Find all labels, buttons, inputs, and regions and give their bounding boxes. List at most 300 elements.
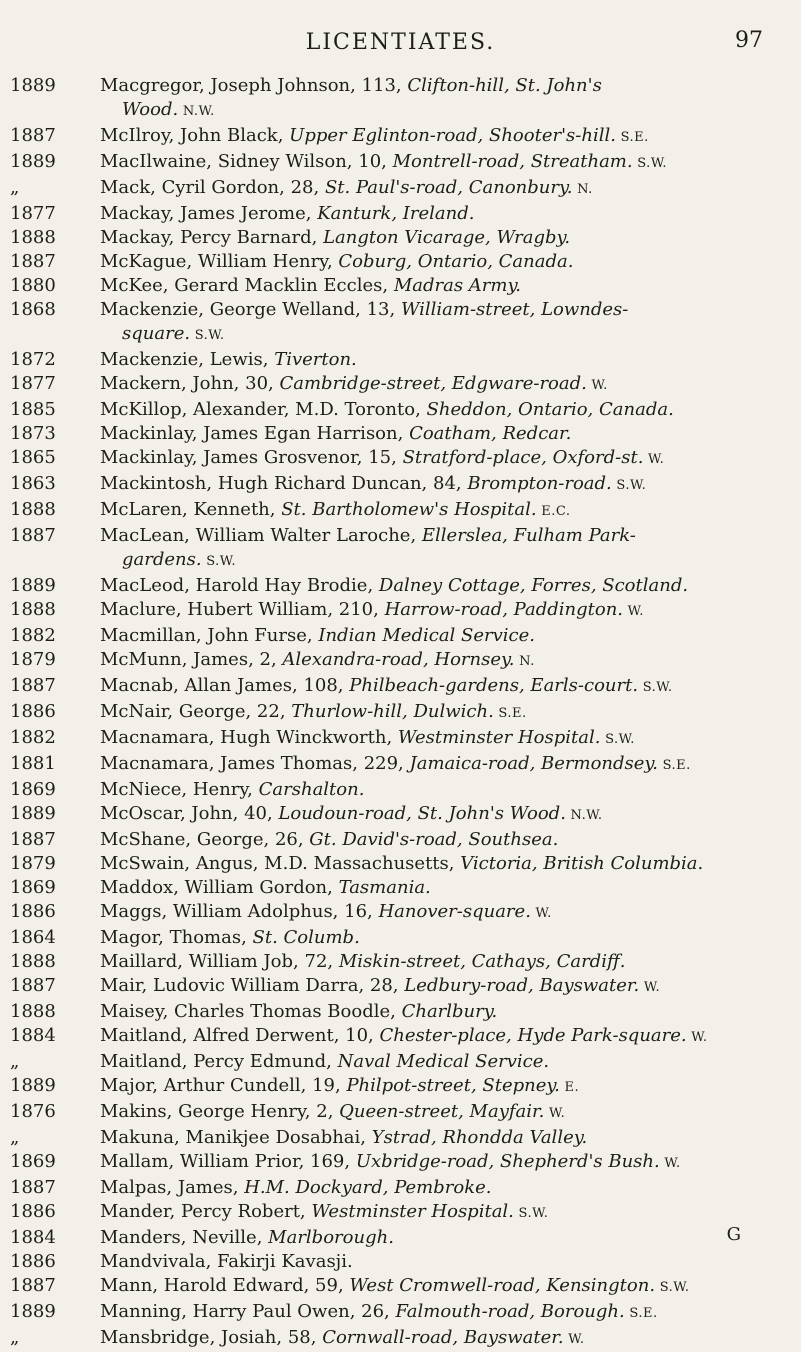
entry-address: Coatham, Redcar. (409, 423, 572, 444)
list-item (0, 852, 801, 876)
entry-district: S.W. (201, 554, 237, 569)
entry-line (100, 1176, 777, 1200)
entry-text (100, 974, 801, 1000)
entry-name: Maitland, Percy Edmund, (100, 1051, 338, 1072)
entry-line (100, 828, 777, 852)
list-item (0, 1226, 801, 1250)
list-item (0, 1000, 801, 1024)
entry-year: 1872 (10, 349, 56, 370)
entry-line (100, 524, 777, 548)
entry-text (100, 624, 801, 648)
entry-line (100, 852, 777, 876)
entry-address: St. Bartholomew's Hospital. (281, 499, 537, 520)
entry-year: 1869 (10, 1151, 56, 1172)
entry-line (100, 226, 777, 250)
entry-address: Harrow-road, Paddington. (384, 599, 624, 620)
entry-year: 1889 (10, 1301, 56, 1322)
entry-line (100, 498, 777, 524)
entry-text (100, 348, 801, 372)
entry-year: 1889 (10, 1075, 56, 1096)
entry-line (100, 950, 777, 974)
entry-name: Mackenzie, George Welland, 13, (100, 299, 401, 320)
entry-line (100, 1274, 777, 1300)
entry-line (100, 752, 777, 778)
entry-year: „ (10, 1051, 20, 1072)
entry-line (100, 372, 777, 398)
entry-year: 1887 (10, 251, 56, 272)
entry-year: „ (10, 177, 20, 198)
entry-text (100, 372, 801, 398)
entry-year: 1889 (10, 575, 56, 596)
entry-year: 1888 (10, 951, 56, 972)
entry-district: S.W. (632, 156, 668, 171)
entry-district: S.E. (615, 130, 649, 145)
entry-year: „ (10, 1127, 20, 1148)
entry-name: Mackenzie, Lewis, (100, 349, 275, 370)
entry-text (100, 674, 801, 700)
entry-name: McKillop, Alexander, M.D. Toronto, (100, 399, 427, 420)
list-item (0, 674, 801, 700)
entry-year: 1869 (10, 779, 56, 800)
entry-year: 1889 (10, 151, 56, 172)
entry-name: McOscar, John, 40, (100, 803, 279, 824)
entry-year: 1884 (10, 1025, 56, 1046)
entry-year: 1877 (10, 373, 56, 394)
entry-address: Tasmania. (338, 877, 431, 898)
entry-name: McShane, George, 26, (100, 829, 310, 850)
entry-district: N.W. (178, 104, 215, 119)
entry-text (100, 926, 801, 950)
entry-line (100, 348, 777, 372)
entry-year: 1887 (10, 1177, 56, 1198)
list-item (0, 1100, 801, 1126)
entry-district: W. (586, 378, 608, 393)
list-item (0, 876, 801, 900)
page-title: LICENTIATES. (305, 30, 496, 55)
entry-text (100, 274, 801, 298)
entry-line (100, 648, 777, 674)
entry-name: Maddox, William Gordon, (100, 877, 339, 898)
list-item (0, 226, 801, 250)
entry-text (100, 598, 801, 624)
entry-name: Macnamara, James Thomas, 229, (100, 753, 410, 774)
entry-district: W. (659, 1156, 681, 1171)
entry-name: Mackinlay, James Grosvenor, 15, (100, 447, 403, 468)
entry-year: 1876 (10, 1101, 56, 1122)
entry-address: Westminster Hospital. (397, 727, 601, 748)
entry-line (100, 74, 777, 98)
entry-line (100, 548, 777, 574)
entry-line (100, 574, 777, 598)
entry-text (100, 1200, 801, 1226)
entry-text (100, 1024, 801, 1050)
entry-address: Jamaica-road, Bermondsey. (409, 753, 658, 774)
entry-name: McMunn, James, 2, (100, 649, 283, 670)
entry-text (100, 298, 801, 348)
entry-address: Upper Eglinton-road, Shooter's-hill. (289, 125, 616, 146)
entry-name: Major, Arthur Cundell, 19, (100, 1075, 347, 1096)
list-item (0, 372, 801, 398)
entry-address: Carshalton. (258, 779, 365, 800)
entry-address: Victoria, British Columbia. (460, 853, 704, 874)
entry-text (100, 446, 801, 472)
entry-year: 1886 (10, 1251, 56, 1272)
entry-address: West Cromwell-road, Kensington. (349, 1275, 656, 1296)
list-item (0, 348, 801, 372)
entry-line (100, 1050, 777, 1074)
entry-address: Langton Vicarage, Wragby. (323, 227, 571, 248)
entry-address: Marlborough. (268, 1227, 394, 1248)
entry-text (100, 1274, 801, 1300)
entry-line (100, 1226, 777, 1250)
entry-line (100, 974, 777, 1000)
entry-district: N. (514, 654, 535, 669)
entry-line (100, 446, 777, 472)
entry-year: 1888 (10, 499, 56, 520)
entry-district: S.W. (611, 478, 647, 493)
entry-name: Macmillan, John Furse, (100, 625, 319, 646)
entry-year: 1886 (10, 701, 56, 722)
list-item (0, 1176, 801, 1200)
entry-line (100, 1074, 777, 1100)
entry-line (100, 926, 777, 950)
entry-year: 1877 (10, 203, 56, 224)
list-item (0, 1074, 801, 1100)
entry-year: 1882 (10, 727, 56, 748)
entry-name: Mackay, James Jerome, (100, 203, 318, 224)
entry-year: 1887 (10, 975, 56, 996)
entry-name: McIlroy, John Black, (100, 125, 290, 146)
list-item (0, 446, 801, 472)
entry-address: Clifton-hill, St. John's (407, 75, 602, 96)
entry-text (100, 1150, 801, 1176)
entry-text (100, 250, 801, 274)
list-item (0, 1126, 801, 1150)
entry-address: Loudoun-road, St. John's Wood. (278, 803, 566, 824)
entry-year: 1884 (10, 1227, 56, 1248)
entry-line (100, 726, 777, 752)
list-item (0, 202, 801, 226)
entry-name: Macgregor, Joseph Johnson, 113, (100, 75, 408, 96)
entry-district: W. (563, 1332, 585, 1347)
entry-address: Alexandra-road, Hornsey. (282, 649, 515, 670)
page-number: 97 (735, 28, 763, 53)
entry-year: 1889 (10, 803, 56, 824)
entry-district: S.E. (624, 1306, 658, 1321)
entry-line (100, 1100, 777, 1126)
entry-line (100, 1024, 777, 1050)
entry-name: McNiece, Henry, (100, 779, 259, 800)
entry-year: 1880 (10, 275, 56, 296)
entry-text (100, 752, 801, 778)
entry-address: Brompton-road. (467, 473, 612, 494)
entry-district: W. (643, 452, 665, 467)
entry-year: 1888 (10, 599, 56, 620)
list-item (0, 1326, 801, 1352)
entry-name: Mackinlay, James Egan Harrison, (100, 423, 410, 444)
entry-year: 1873 (10, 423, 56, 444)
entry-line (100, 1250, 777, 1274)
entry-address: Naval Medical Service. (337, 1051, 550, 1072)
list-item (0, 250, 801, 274)
entry-district: S.W. (655, 1280, 690, 1295)
entry-district: S.W. (600, 732, 635, 747)
entry-year: 1886 (10, 1201, 56, 1222)
entry-district: S.E. (657, 758, 691, 773)
entry-year: 1869 (10, 877, 56, 898)
entry-address: Ystrad, Rhondda Valley. (371, 1127, 588, 1148)
entry-line (100, 274, 777, 298)
list-item (0, 150, 801, 176)
list-item (0, 974, 801, 1000)
list-item (0, 726, 801, 752)
entry-text (100, 950, 801, 974)
entry-name: Mansbridge, Josiah, 58, (100, 1327, 323, 1348)
entry-text (100, 1000, 801, 1024)
list-item (0, 648, 801, 674)
entry-address: Cornwall-road, Bayswater. (322, 1327, 564, 1348)
entry-address: Uxbridge-road, Shepherd's Bush. (355, 1151, 660, 1172)
entry-name: Macnamara, Hugh Winckworth, (100, 727, 398, 748)
entry-address: Montrell-road, Streatham. (392, 151, 633, 172)
entry-year: 1865 (10, 447, 56, 468)
entry-line (100, 1300, 777, 1326)
list-item (0, 176, 801, 202)
entry-text (100, 74, 801, 124)
page-header (0, 0, 801, 70)
entry-year: 1887 (10, 829, 56, 850)
licentiate-list (0, 74, 801, 1352)
list-item (0, 74, 801, 124)
entry-text (100, 226, 801, 250)
entry-district: S.W. (638, 680, 673, 695)
entry-line (100, 176, 777, 202)
entry-line (100, 322, 777, 348)
entry-line (100, 1000, 777, 1024)
entry-address: Hanover-square. (378, 901, 531, 922)
entry-year: 1882 (10, 625, 56, 646)
entry-name: Makuna, Manikjee Dosabhai, (100, 1127, 372, 1148)
entry-text (100, 1176, 801, 1200)
entry-address: Indian Medical Service. (318, 625, 535, 646)
entry-name: Magor, Thomas, (100, 927, 253, 948)
entry-address: Westminster Hospital. (311, 1201, 514, 1222)
entry-district: W. (639, 980, 661, 995)
list-item (0, 926, 801, 950)
entry-address: Ellerslea, Fulham Park- (421, 525, 636, 546)
entry-year: 1879 (10, 853, 56, 874)
entry-year: 1863 (10, 473, 56, 494)
entry-text (100, 124, 801, 150)
entry-address: Queen-street, Mayfair. (339, 1101, 545, 1122)
entry-text (100, 1226, 801, 1250)
list-item (0, 1200, 801, 1226)
entry-line (100, 900, 777, 926)
list-item (0, 778, 801, 802)
entry-address: Charlbury. (401, 1001, 498, 1022)
entry-address: Falmouth-road, Borough. (395, 1301, 625, 1322)
entry-name: Macnab, Allan James, 108, (100, 675, 350, 696)
entry-address: Dalney Cottage, Forres, Scotland. (378, 575, 689, 596)
entry-year: 1887 (10, 125, 56, 146)
entry-district: S.W. (190, 328, 225, 343)
entry-line (100, 1200, 777, 1226)
entry-line (100, 876, 777, 900)
entry-name: MacLean, William Walter Laroche, (100, 525, 422, 546)
entry-name: Manders, Neville, (100, 1227, 269, 1248)
entry-address: Ledbury-road, Bayswater. (404, 975, 640, 996)
list-item (0, 398, 801, 422)
entry-text (100, 422, 801, 446)
entry-address: Gt. David's-road, Southsea. (309, 829, 559, 850)
list-item (0, 1250, 801, 1274)
entry-year: 1887 (10, 675, 56, 696)
list-item (0, 950, 801, 974)
list-item (0, 700, 801, 726)
entry-year: 1888 (10, 227, 56, 248)
entry-district: S.E. (493, 706, 527, 721)
entry-line (100, 124, 777, 150)
entry-line (100, 1126, 777, 1150)
entry-text (100, 700, 801, 726)
entry-line (100, 598, 777, 624)
entry-text (100, 574, 801, 598)
entry-line (100, 398, 777, 422)
entry-text (100, 778, 801, 802)
entry-line (100, 298, 777, 322)
entry-address: Kanturk, Ireland. (317, 203, 475, 224)
entry-line (100, 624, 777, 648)
entry-name: Maitland, Alfred Derwent, 10, (100, 1025, 380, 1046)
list-item (0, 598, 801, 624)
entry-name: Manning, Harry Paul Owen, 26, (100, 1301, 396, 1322)
entry-line (100, 802, 777, 828)
list-item (0, 298, 801, 348)
entry-address: Sheddon, Ontario, Canada. (426, 399, 674, 420)
entry-line (100, 422, 777, 446)
entry-name: McNair, George, 22, (100, 701, 292, 722)
entry-line (100, 1326, 777, 1352)
entry-district: W. (544, 1106, 566, 1121)
entry-address: St. Columb. (252, 927, 360, 948)
list-item (0, 624, 801, 648)
entry-name: Makins, George Henry, 2, (100, 1101, 340, 1122)
entry-text (100, 726, 801, 752)
entry-line (100, 98, 777, 124)
list-item (0, 472, 801, 498)
list-item (0, 900, 801, 926)
entry-district: E.C. (536, 504, 571, 519)
entry-name: McKague, William Henry, (100, 251, 339, 272)
list-item (0, 274, 801, 298)
entry-district: E. (559, 1080, 580, 1095)
entry-name: Mackern, John, 30, (100, 373, 280, 394)
entry-address: Coburg, Ontario, Canada. (338, 251, 574, 272)
entry-text (100, 398, 801, 422)
entry-text (100, 802, 801, 828)
entry-text (100, 1250, 801, 1274)
entry-name: Maisey, Charles Thomas Boodle, (100, 1001, 402, 1022)
entry-year: 1864 (10, 927, 56, 948)
list-item (0, 524, 801, 574)
entry-name: Mackay, Percy Barnard, (100, 227, 324, 248)
entry-name: Mallam, William Prior, 169, (100, 1151, 356, 1172)
entry-line (100, 472, 777, 498)
entry-address: Thurlow-hill, Dulwich. (291, 701, 494, 722)
entry-text (100, 900, 801, 926)
entry-name: Malpas, James, (100, 1177, 245, 1198)
list-item (0, 1024, 801, 1050)
list-item (0, 1274, 801, 1300)
signature-mark: G (726, 1224, 741, 1245)
list-item (0, 574, 801, 598)
entry-name: Mandvivala, Fakirji Kavasji. (100, 1251, 353, 1272)
entry-district: S.W. (513, 1206, 549, 1221)
entry-name: MacLeod, Harold Hay Brodie, (100, 575, 379, 596)
entry-line (100, 150, 777, 176)
entry-year: 1887 (10, 525, 56, 546)
entry-district: W. (686, 1030, 708, 1045)
entry-text (100, 202, 801, 226)
list-item (0, 1150, 801, 1176)
entry-address: William-street, Lowndes- (400, 299, 629, 320)
entry-name: Mann, Harold Edward, 59, (100, 1275, 350, 1296)
entry-district: N. (572, 182, 593, 197)
entry-text (100, 1126, 801, 1150)
entry-name: McLaren, Kenneth, (100, 499, 282, 520)
entry-address: H.M. Dockyard, Pembroke. (244, 1177, 492, 1198)
entry-address: Cambridge-street, Edgware-road. (279, 373, 587, 394)
entry-district: W. (530, 906, 552, 921)
entry-year: 1888 (10, 1001, 56, 1022)
entry-text (100, 648, 801, 674)
entry-text (100, 876, 801, 900)
entry-name: Mair, Ludovic William Darra, 28, (100, 975, 405, 996)
entry-name: McSwain, Angus, M.D. Massachusetts, (100, 853, 461, 874)
entry-text (100, 1300, 801, 1326)
entry-text (100, 150, 801, 176)
entry-line (100, 1150, 777, 1176)
list-item (0, 422, 801, 446)
entry-name: McKee, Gerard Macklin Eccles, (100, 275, 394, 296)
entry-text (100, 852, 801, 876)
entry-address: Wood. (122, 99, 179, 120)
entry-text (100, 1074, 801, 1100)
entry-name: Maillard, William Job, 72, (100, 951, 339, 972)
entry-year: 1886 (10, 901, 56, 922)
entry-text (100, 176, 801, 202)
entry-address: Philpot-street, Stepney. (346, 1075, 560, 1096)
entry-name: Maclure, Hubert William, 210, (100, 599, 385, 620)
entry-address: St. Paul's-road, Canonbury. (324, 177, 573, 198)
entry-text (100, 472, 801, 498)
entry-text (100, 1100, 801, 1126)
entry-text (100, 498, 801, 524)
list-item (0, 828, 801, 852)
entry-district: W. (623, 604, 644, 619)
entry-address: Chester-place, Hyde Park-square. (379, 1025, 687, 1046)
entry-line (100, 778, 777, 802)
entry-address: Stratford-place, Oxford-st. (402, 447, 644, 468)
entry-address: gardens. (122, 549, 202, 570)
entry-year: 1885 (10, 399, 56, 420)
entry-line (100, 250, 777, 274)
entry-address: Miskin-street, Cathays, Cardiff. (338, 951, 626, 972)
entry-line (100, 202, 777, 226)
entry-address: Philbeach-gardens, Earls-court. (349, 675, 639, 696)
entry-year: 1879 (10, 649, 56, 670)
entry-text (100, 524, 801, 574)
